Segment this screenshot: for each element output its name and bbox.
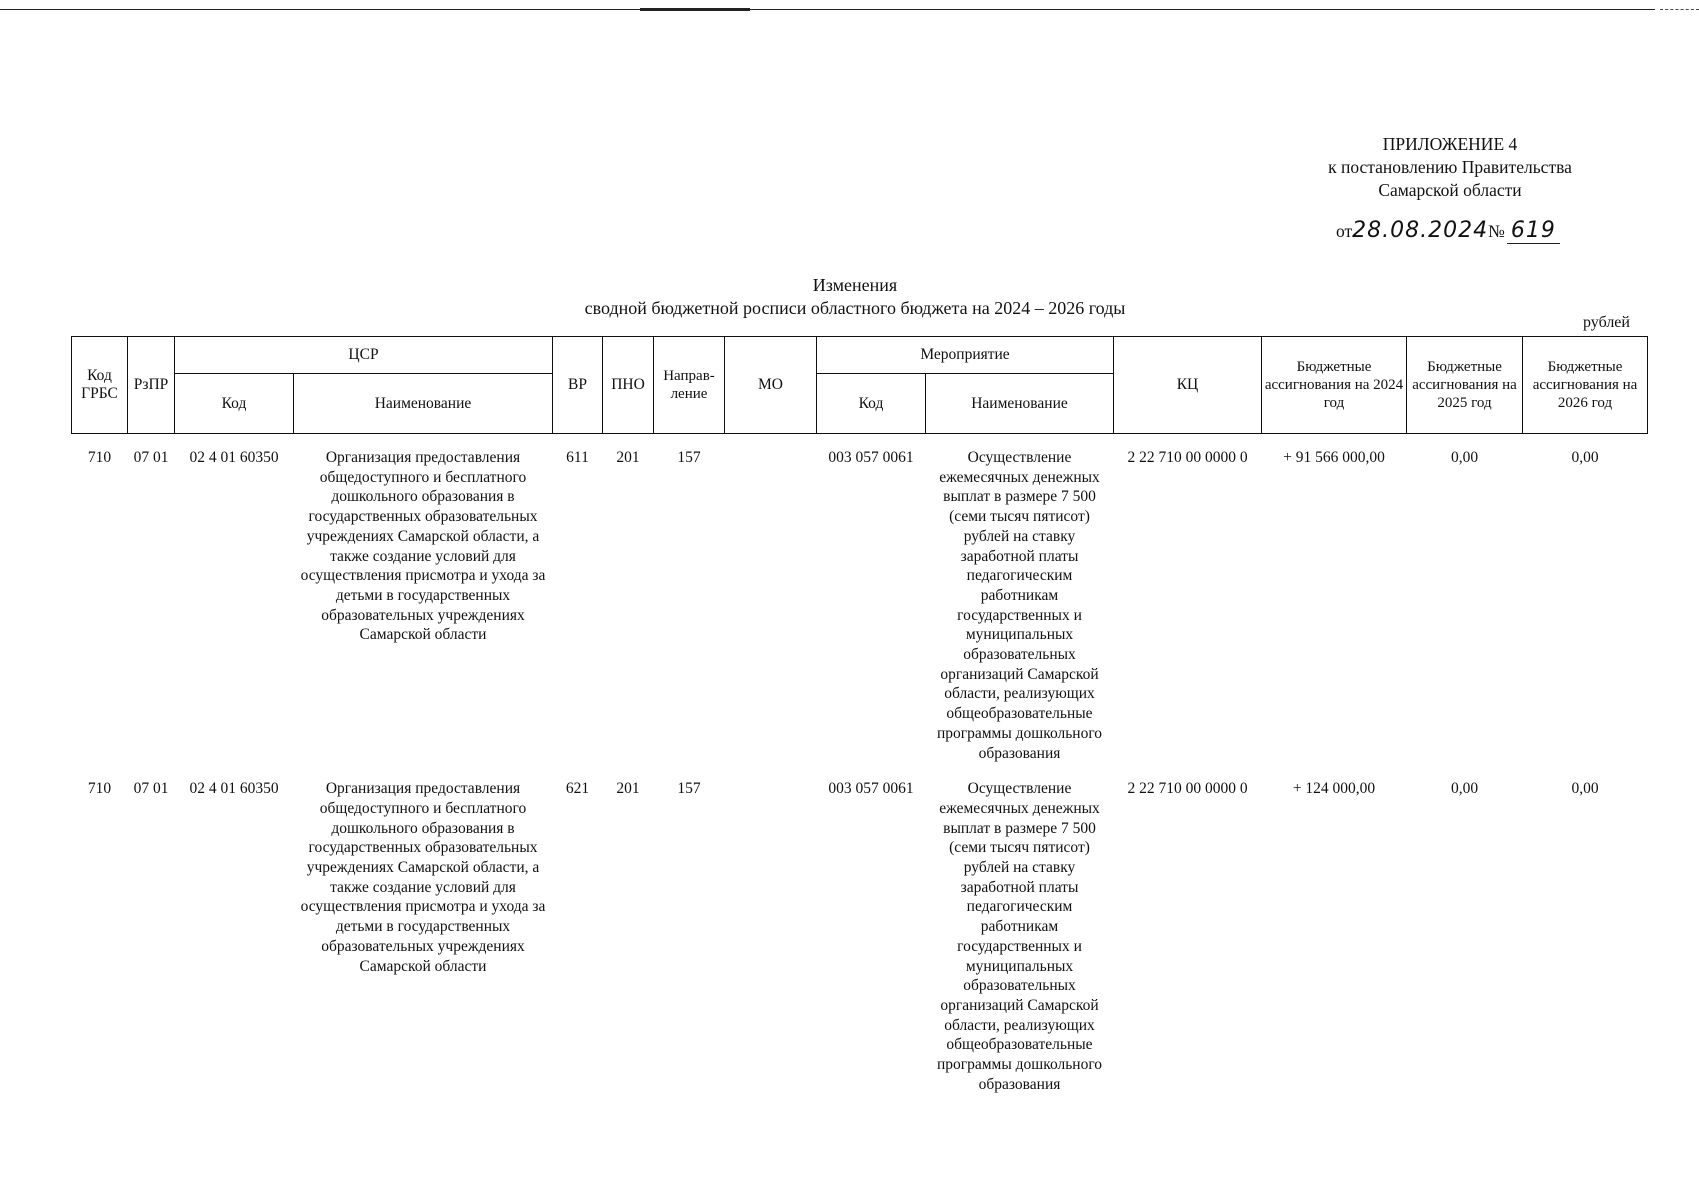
cell-budget-2025: 0,00 xyxy=(1450,780,1479,798)
title-line-2: сводной бюджетной росписи областного бюджета на 2024 – 2026 годы xyxy=(584,298,1126,318)
header-csr-kod: Код xyxy=(175,374,294,434)
header-napravlenie: Направ-ление xyxy=(654,337,725,434)
cell-mer-name: Осуществление ежемесячных денежных выплат в размере 7 500 (семи тысяч пятисот) рублей на ставку заработной платы педагогическим работникам государственных и муниципальных образовательных организаций Самарской области, реализующих общеобразовательные программы дошкольного образования xyxy=(936,780,1103,1093)
header-csr-name: Наименование xyxy=(294,374,553,434)
appendix-decree: к постановлению Правительства xyxy=(1328,157,1572,177)
cell-budget-2024: + 124 000,00 xyxy=(1292,780,1376,798)
header-csr: ЦСР xyxy=(175,337,553,374)
cell-rzpr: 07 01 xyxy=(133,780,169,798)
top-scan-line-thick xyxy=(640,8,750,11)
cell-mer-kod: 003 057 0061 xyxy=(828,449,914,466)
cell-pno: 201 xyxy=(616,449,640,466)
cell-grbs: 710 xyxy=(87,780,112,798)
cell-kc: 2 22 710 00 0000 0 xyxy=(1127,449,1248,466)
currency-note: рублей xyxy=(1583,314,1630,331)
appendix-header xyxy=(1290,133,1610,202)
cell-napr: 157 xyxy=(677,449,701,466)
cell-budget-2025: 0,00 xyxy=(1450,449,1479,466)
header-mer-kod: Код xyxy=(817,374,926,434)
table-body xyxy=(72,434,1648,1095)
cell-grbs: 710 xyxy=(87,449,112,466)
header-vr: ВР xyxy=(553,337,603,434)
header-mer-name: Наименование xyxy=(926,374,1114,434)
table-row xyxy=(72,434,1648,764)
budget-changes-table xyxy=(71,336,1648,1095)
decree-date-line xyxy=(1336,218,1560,244)
title-line-1: Изменения xyxy=(812,275,898,295)
header-budget-2025: Бюджетные ассигнования на 2025 год xyxy=(1407,337,1523,434)
decree-date: 28.08.2024 xyxy=(1352,218,1489,243)
cell-vr: 611 xyxy=(566,449,589,466)
cell-rzpr: 07 01 xyxy=(133,449,169,466)
cell-vr: 621 xyxy=(565,780,590,798)
cell-csr-kod: 02 4 01 60350 xyxy=(189,449,279,466)
cell-pno: 201 xyxy=(616,780,640,798)
cell-mer-name: Осуществление ежемесячных денежных выплат в размере 7 500 (семи тысяч пятисот) рублей на ставку заработной платы педагогическим работникам государственных и муниципальных образовательных организаций Самарской области, реализующих общеобразовательные программы дошкольного образования xyxy=(936,449,1103,762)
cell-budget-2026: 0,00 xyxy=(1571,449,1599,466)
header-kod-grbs: Код ГРБС xyxy=(72,337,128,434)
top-scan-line-dashed xyxy=(1660,9,1699,10)
top-scan-line xyxy=(0,9,1655,10)
cell-csr-kod: 02 4 01 60350 xyxy=(189,780,279,798)
header-budget-2024: Бюджетные ассигнования на 2024 год xyxy=(1262,337,1407,434)
header-meropriyatie: Мероприятие xyxy=(817,337,1114,374)
document-title xyxy=(470,274,1240,320)
appendix-region: Самарской области xyxy=(1378,180,1522,200)
header-pno: ПНО xyxy=(603,337,654,434)
cell-csr-name: Организация предоставления общедоступного и бесплатного дошкольного образования в государственных образовательных учреждениях Самарской области, а также создание условий для осуществления присмотра и ухода за детьми в государственных образовательных учреждениях Самарской области xyxy=(300,449,546,644)
cell-csr-name: Организация предоставления общедоступного и бесплатного дошкольного образования в государственных образовательных учреждениях Самарской области, а также создание условий для осуществления присмотра и ухода за детьми в государственных образовательных учреждениях Самарской области xyxy=(300,780,546,975)
cell-budget-2026: 0,00 xyxy=(1571,780,1599,798)
header-mo: МО xyxy=(725,337,817,434)
cell-mo xyxy=(725,763,817,1094)
header-rzpr: РзПР xyxy=(128,337,175,434)
decree-number: 619 xyxy=(1507,218,1560,244)
cell-kc: 2 22 710 00 0000 0 xyxy=(1127,780,1248,798)
appendix-number: ПРИЛОЖЕНИЕ 4 xyxy=(1382,134,1518,154)
cell-mo xyxy=(725,434,817,764)
cell-budget-2024: + 91 566 000,00 xyxy=(1283,449,1385,466)
table-row xyxy=(72,763,1648,1094)
header-budget-2026: Бюджетные ассигнования на 2026 год xyxy=(1523,337,1648,434)
cell-mer-kod: 003 057 0061 xyxy=(828,780,914,798)
header-kc: КЦ xyxy=(1114,337,1262,434)
table-header xyxy=(72,337,1648,434)
date-prefix: от xyxy=(1336,221,1353,241)
number-prefix: № xyxy=(1488,221,1505,241)
cell-napr: 157 xyxy=(677,780,701,798)
